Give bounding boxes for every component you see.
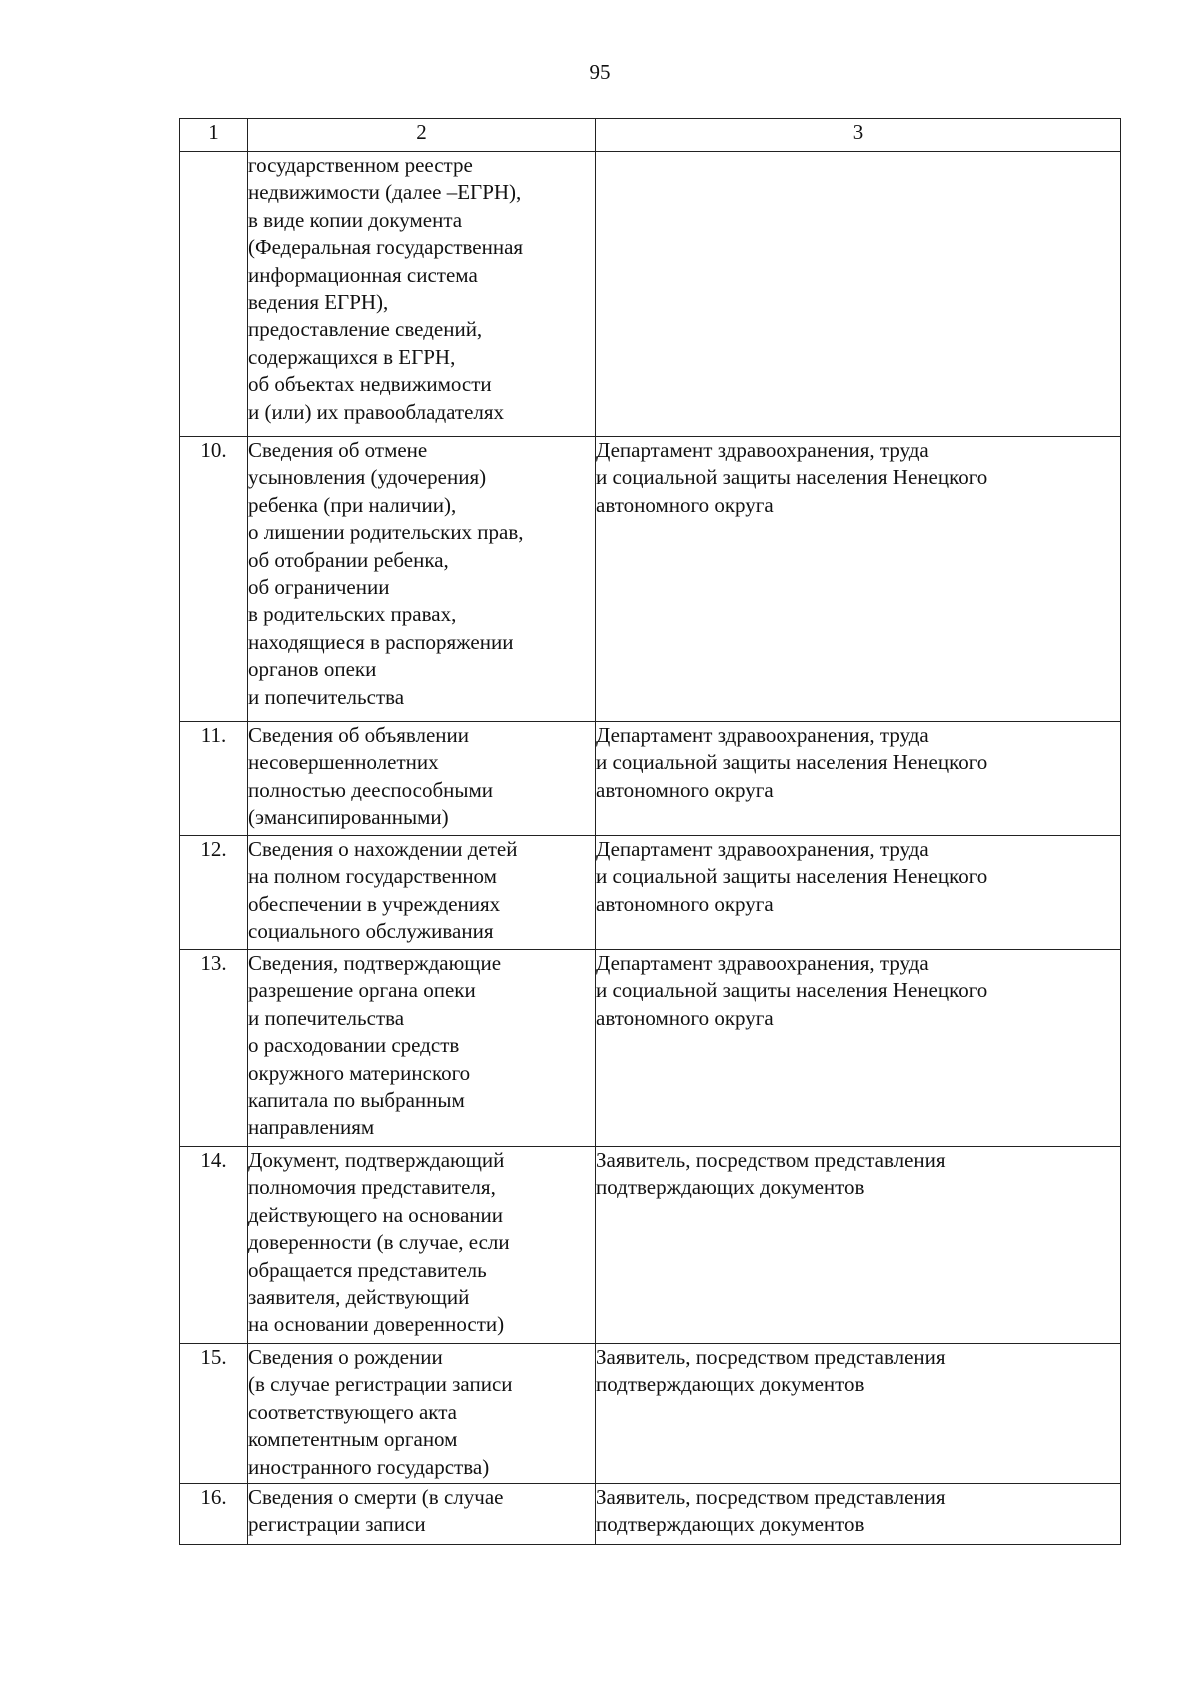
document-name-line: Документ, подтверждающий bbox=[248, 1148, 505, 1172]
document-name-line: (в случае регистрации записи bbox=[248, 1372, 513, 1397]
source-line: и социальной защиты населения Ненецкого bbox=[596, 978, 988, 1003]
document-name-line: и (или) их правообладателях bbox=[248, 399, 505, 424]
table-row bbox=[180, 1484, 1121, 1545]
source-line: Заявитель, посредством представления bbox=[596, 1345, 946, 1369]
source-line: автономного округа bbox=[596, 1005, 774, 1030]
document-name-cell bbox=[248, 1484, 596, 1545]
document-name-line: информационная система bbox=[248, 262, 478, 287]
document-name-line: обеспечении в учреждениях bbox=[248, 891, 501, 916]
document-name-line: о расходовании средств bbox=[248, 1033, 460, 1058]
source-cell bbox=[596, 437, 1121, 722]
source-line: Департамент здравоохранения, труда bbox=[596, 723, 929, 747]
document-name-line: окружного материнского bbox=[248, 1060, 471, 1085]
row-number: 14. bbox=[180, 1147, 248, 1344]
documents-table bbox=[179, 118, 1121, 1545]
document-name-cell bbox=[248, 722, 596, 836]
table-body bbox=[180, 119, 1121, 1545]
document-name-line: и попечительства bbox=[248, 1005, 405, 1030]
document-name-line: об отобрании ребенка, bbox=[248, 547, 449, 572]
document-name-line: иностранного государства) bbox=[248, 1454, 490, 1479]
document-name-line: несовершеннолетних bbox=[248, 750, 439, 775]
header-col-1: 1 bbox=[180, 119, 248, 152]
source-cell bbox=[596, 836, 1121, 950]
document-name-line: и попечительства bbox=[248, 684, 405, 709]
document-name-line: Сведения, подтверждающие bbox=[248, 951, 502, 975]
document-name-line: действующего на основании bbox=[248, 1202, 504, 1227]
document-name-line: полностью дееспособными bbox=[248, 777, 494, 802]
source-line: автономного округа bbox=[596, 891, 774, 916]
document-name-line: государственном реестре bbox=[248, 153, 473, 177]
source-line: Заявитель, посредством представления bbox=[596, 1485, 946, 1509]
document-name-line: доверенности (в случае, если bbox=[248, 1230, 510, 1255]
source-cell bbox=[596, 1344, 1121, 1484]
document-name-line: компетентным органом bbox=[248, 1427, 458, 1452]
document-name-cell bbox=[248, 1344, 596, 1484]
source-line: Заявитель, посредством представления bbox=[596, 1148, 946, 1172]
document-name-line: капитала по выбранным bbox=[248, 1088, 465, 1113]
table-row bbox=[180, 152, 1121, 437]
document-name-line: Сведения о смерти (в случае bbox=[248, 1485, 504, 1509]
document-name-cell bbox=[248, 437, 596, 722]
document-name-line: направлениям bbox=[248, 1115, 375, 1140]
source-line: подтверждающих документов bbox=[596, 1372, 865, 1397]
document-name-line: (эмансипированными) bbox=[248, 805, 449, 830]
source-line: автономного округа bbox=[596, 492, 774, 517]
row-number: 11. bbox=[180, 722, 248, 836]
header-col-3: 3 bbox=[596, 119, 1121, 152]
source-line: и социальной защиты населения Ненецкого bbox=[596, 750, 988, 775]
source-line: подтверждающих документов bbox=[596, 1512, 865, 1537]
document-name-line: обращается представитель bbox=[248, 1257, 487, 1282]
row-number bbox=[180, 152, 248, 437]
row-number: 12. bbox=[180, 836, 248, 950]
document-name-line: об ограничении bbox=[248, 575, 390, 600]
source-cell bbox=[596, 722, 1121, 836]
document-name-line: Сведения об объявлении bbox=[248, 723, 470, 747]
document-name-line: полномочия представителя, bbox=[248, 1175, 496, 1200]
source-cell bbox=[596, 950, 1121, 1147]
document-name-line: Сведения об отмене bbox=[248, 438, 428, 462]
table-header-row bbox=[180, 119, 1121, 152]
document-name-line: о лишении родительских прав, bbox=[248, 520, 524, 545]
document-name-line: недвижимости (далее –ЕГРН), bbox=[248, 180, 522, 205]
source-line: Департамент здравоохранения, труда bbox=[596, 438, 929, 462]
document-name-line: регистрации записи bbox=[248, 1512, 426, 1537]
document-name-line: на полном государственном bbox=[248, 864, 497, 889]
document-name-line: социального обслуживания bbox=[248, 919, 494, 944]
document-name-cell bbox=[248, 152, 596, 437]
document-name-line: на основании доверенности) bbox=[248, 1312, 505, 1337]
source-cell bbox=[596, 1484, 1121, 1545]
document-name-cell bbox=[248, 836, 596, 950]
page-number: 95 bbox=[589, 60, 611, 84]
row-number: 10. bbox=[180, 437, 248, 722]
source-line: подтверждающих документов bbox=[596, 1175, 865, 1200]
table-row bbox=[180, 836, 1121, 950]
document-name-line: находящиеся в распоряжении bbox=[248, 629, 514, 654]
table-row bbox=[180, 722, 1121, 836]
document-name-line: соответствующего акта bbox=[248, 1399, 457, 1424]
document-name-line: заявителя, действующий bbox=[248, 1285, 470, 1310]
document-name-cell bbox=[248, 1147, 596, 1344]
document-name-line: разрешение органа опеки bbox=[248, 978, 476, 1003]
document-name-line: в родительских правах, bbox=[248, 602, 457, 627]
table-row bbox=[180, 950, 1121, 1147]
row-number: 13. bbox=[180, 950, 248, 1147]
source-line: Департамент здравоохранения, труда bbox=[596, 951, 929, 975]
document-name-line: органов опеки bbox=[248, 657, 377, 682]
document-name-line: (Федеральная государственная bbox=[248, 235, 524, 260]
source-cell bbox=[596, 1147, 1121, 1344]
document-name-line: Сведения о нахождении детей bbox=[248, 837, 518, 861]
document-name-line: ведения ЕГРН), bbox=[248, 290, 389, 315]
source-line: и социальной защиты населения Ненецкого bbox=[596, 864, 988, 889]
document-name-line: об объектах недвижимости bbox=[248, 372, 492, 397]
source-cell bbox=[596, 152, 1121, 437]
header-col-2: 2 bbox=[248, 119, 596, 152]
row-number: 15. bbox=[180, 1344, 248, 1484]
table-row bbox=[180, 1344, 1121, 1484]
source-line: автономного округа bbox=[596, 777, 774, 802]
document-name-line: в виде копии документа bbox=[248, 207, 463, 232]
document-name-line: Сведения о рождении bbox=[248, 1345, 443, 1369]
document-name-line: содержащихся в ЕГРН, bbox=[248, 344, 456, 369]
table-row bbox=[180, 1147, 1121, 1344]
source-line: и социальной защиты населения Ненецкого bbox=[596, 465, 988, 490]
document-name-line: предоставление сведений, bbox=[248, 317, 483, 342]
document-name-line: ребенка (при наличии), bbox=[248, 492, 457, 517]
table-row bbox=[180, 437, 1121, 722]
source-line: Департамент здравоохранения, труда bbox=[596, 837, 929, 861]
row-number: 16. bbox=[180, 1484, 248, 1545]
document-name-cell bbox=[248, 950, 596, 1147]
document-name-line: усыновления (удочерения) bbox=[248, 465, 487, 490]
